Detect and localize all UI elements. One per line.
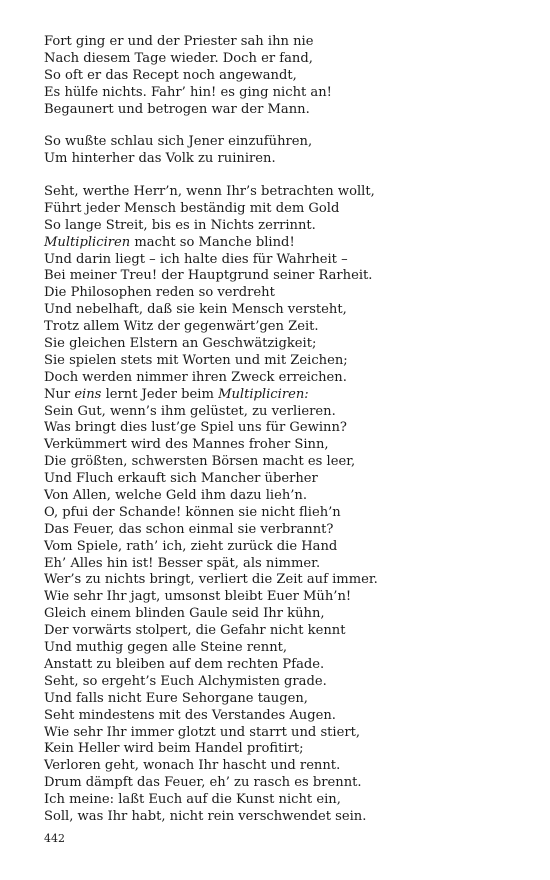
verse-line: Was bringt dies lust’ge Spiel uns für Gewinn?	[44, 420, 347, 436]
verse-line	[44, 387, 524, 404]
verse-line: Fort ging er und der Priester sah ihn nie	[44, 34, 314, 49]
verse-line: Sie gleichen Elstern an Geschwätzigkeit;	[44, 336, 317, 352]
verse-line: Um hinterher das Volk zu ruiniren.	[44, 150, 276, 166]
verse-line: Seht, werthe Herr’n, wenn Ihr’s betrachten wollt,	[44, 184, 375, 199]
italic-word: eins	[74, 386, 102, 402]
verse-line: Verloren geht, wonach Ihr hascht und rennt.	[44, 758, 341, 774]
verse-fragment: Nur	[44, 386, 75, 402]
italic-word: Multipliciren	[44, 234, 131, 250]
verse-line: Das Feuer, das schon einmal sie verbrannt?	[44, 521, 334, 537]
verse-line: Wie sehr Ihr immer glotzt und starrt und stiert,	[44, 724, 361, 740]
verse-line	[44, 235, 524, 252]
verse-fragment: macht so Manche blind!	[130, 234, 295, 250]
verse-line: Seht mindestens mit des Verstandes Augen.	[44, 707, 336, 723]
verse-line: Ich meine: laßt Euch auf die Kunst nicht ein,	[44, 792, 341, 808]
italic-word: Multipliciren:	[218, 386, 309, 402]
page-number: 442	[44, 832, 65, 845]
verse-line: Die Philosophen reden so verdreht	[44, 285, 275, 301]
verse-line: Anstatt zu bleiben auf dem rechten Pfade.	[44, 656, 325, 672]
verse-line: So oft er das Recept noch angewandt,	[44, 67, 297, 83]
verse-line: Von Allen, welche Geld ihm dazu lieh’n.	[44, 488, 308, 504]
verse-line: Sie spielen stets mit Worten und mit Zeichen;	[44, 352, 348, 368]
verse-line: Wer’s zu nichts bringt, verliert die Zeit auf immer.	[44, 572, 378, 588]
verse-line: Führt jeder Mensch beständig mit dem Gold	[44, 200, 340, 216]
verse-line: Die größten, schwersten Börsen macht es leer,	[44, 454, 356, 470]
stanza-3	[44, 184, 524, 826]
verse-line: Soll, was Ihr habt, nicht rein verschwendet sein.	[44, 808, 367, 824]
verse-line: Vom Spiele, rath’ ich, zieht zurück die Hand	[44, 538, 338, 554]
verse-line: Und muthig gegen alle Steine rennt,	[44, 640, 288, 656]
verse-line: Nach diesem Tage wieder. Doch er fand,	[44, 50, 313, 66]
verse-line: Drum dämpft das Feuer, eh’ zu rasch es brennt.	[44, 775, 362, 791]
verse-line: Und nebelhaft, daß sie kein Mensch versteht,	[44, 302, 347, 318]
verse-line: Bei meiner Treu! der Hauptgrund seiner Rarheit.	[44, 268, 373, 284]
verse-line: Kein Heller wird beim Handel profitirt;	[44, 741, 304, 757]
verse-line: Und Fluch erkauft sich Mancher überher	[44, 471, 318, 487]
verse-line: Sein Gut, wenn’s ihm gelüstet, zu verlieren.	[44, 403, 336, 419]
verse-line: Doch werden nimmer ihren Zweck erreichen.	[44, 369, 347, 385]
verse-line: O, pfui der Schande! können sie nicht flieh’n	[44, 504, 341, 520]
stanza-1	[44, 34, 524, 118]
stanza-2	[44, 134, 524, 168]
verse-line: Begaunert und betrogen war der Mann.	[44, 101, 310, 117]
verse-line: Seht, so ergeht’s Euch Alchymisten grade.	[44, 673, 327, 689]
verse-line: Und darin liegt – ich halte dies für Wahrheit –	[44, 251, 348, 267]
verse-line: Gleich einem blinden Gaule seid Ihr kühn,	[44, 606, 325, 622]
verse-line: Eh’ Alles hin ist! Besser spät, als nimmer.	[44, 555, 321, 571]
verse-line: Es hülfe nichts. Fahr’ hin! es ging nicht an!	[44, 84, 332, 100]
verse-line: So lange Streit, bis es in Nichts zerrinnt.	[44, 217, 316, 233]
verse-line: Und falls nicht Eure Sehorgane taugen,	[44, 690, 308, 706]
verse-line: So wußte schlau sich Jener einzuführen,	[44, 134, 313, 149]
verse-line: Verkümmert wird des Mannes froher Sinn,	[44, 437, 329, 453]
verse-line: Wie sehr Ihr jagt, umsonst bleibt Euer Müh’n!	[44, 589, 352, 605]
verse-line: Trotz allem Witz der gegenwärt’gen Zeit.	[44, 319, 319, 335]
verse-line: Der vorwärts stolpert, die Gefahr nicht kennt	[44, 623, 346, 639]
verse-fragment: lernt Jeder beim	[101, 386, 219, 402]
